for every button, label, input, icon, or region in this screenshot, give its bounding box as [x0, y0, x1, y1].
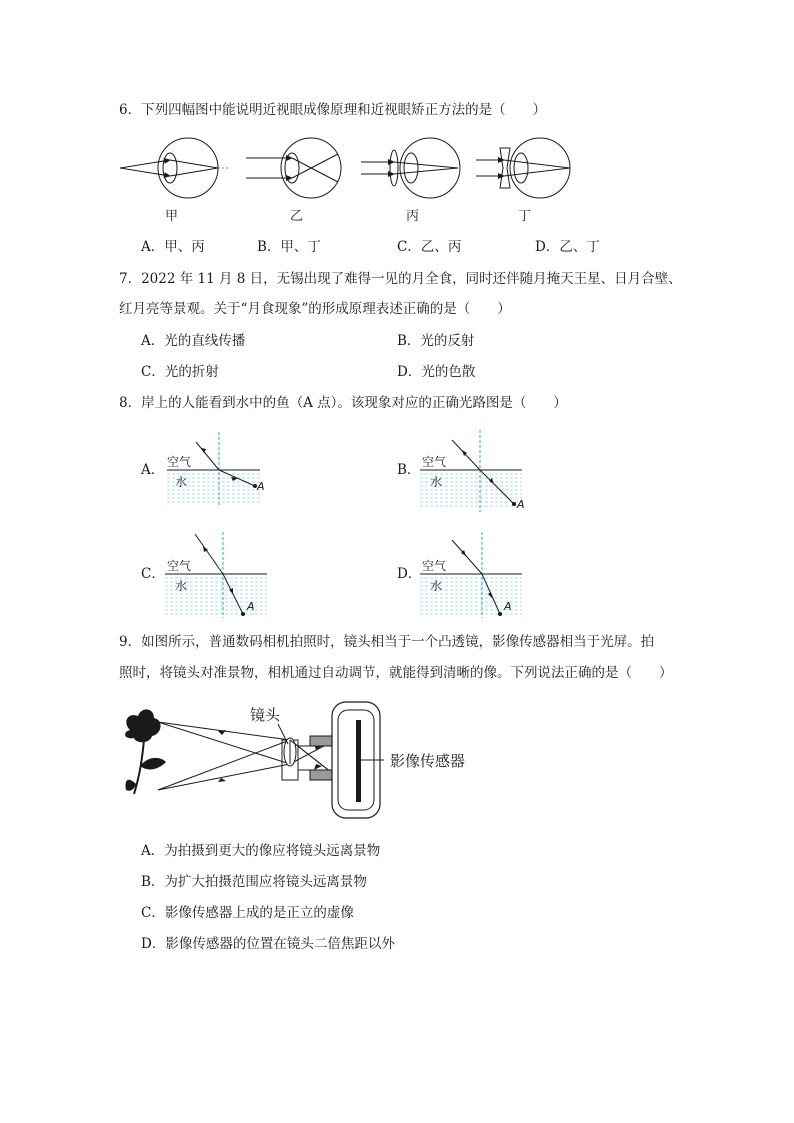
q8-a-point-label: A — [257, 480, 265, 493]
q8-d-point-label: A — [504, 600, 512, 613]
q7-stem-line2: 红月亮等景观。关于“月食现象”的形成原理表述正确的是（ ） — [119, 301, 511, 317]
q8-b-water-label: 水 — [430, 475, 443, 489]
q8-b-point-label: A — [517, 498, 525, 511]
q7-option-a[interactable]: A．光的直线传播 — [141, 333, 246, 349]
q8-stem: 8．岸上的人能看到水中的鱼（A 点）。该现象对应的正确光路图是（ ） — [119, 395, 567, 411]
q7-option-c[interactable]: C．光的折射 — [141, 364, 219, 380]
q8-option-c-letter[interactable]: C． — [141, 566, 165, 582]
q7-option-d[interactable]: D．光的色散 — [397, 364, 476, 380]
q8-diagram-d[interactable] — [418, 530, 526, 620]
q6-stem: 6．下列四幅图中能说明近视眼成像原理和近视眼矫正方法的是（ ） — [119, 102, 547, 118]
q9-stem-line1: 9．如图所示，普通数码相机拍照时，镜头相当于一个凸透镜，影像传感器相当于光屏。拍 — [119, 634, 655, 650]
q8-d-air-label: 空气 — [422, 559, 447, 573]
q8-d-water-label: 水 — [430, 579, 443, 593]
q6-label-bing: 丙 — [406, 209, 420, 224]
q8-b-air-label: 空气 — [422, 455, 447, 469]
q7-option-b[interactable]: B．光的反射 — [397, 333, 475, 349]
q8-option-b-letter[interactable]: B． — [397, 462, 421, 478]
q9-option-b[interactable]: B．为扩大拍摄范围应将镜头远离景物 — [141, 874, 367, 890]
q9-camera-diagram — [118, 700, 490, 822]
q8-diagram-a[interactable] — [163, 428, 263, 508]
q9-lens-label: 镜头 — [250, 706, 281, 724]
eye-diagram-bing — [361, 138, 460, 198]
q8-c-point-label: A — [247, 600, 255, 613]
q6-label-yi: 乙 — [290, 209, 304, 224]
q6-eye-diagrams — [118, 134, 588, 204]
q6-option-a[interactable]: A．甲、丙 — [141, 239, 205, 255]
q8-option-a-letter[interactable]: A． — [141, 462, 165, 478]
q6-option-d[interactable]: D．乙、丁 — [535, 239, 600, 255]
q8-a-water-label: 水 — [175, 475, 188, 489]
eye-diagram-jia — [120, 138, 230, 198]
q7-stem-line1: 7．2022 年 11 月 8 日，无锡出现了难得一见的月全食，同时还伴随月掩天王星、日月合壁、 — [119, 271, 682, 287]
q8-diagram-c[interactable] — [163, 530, 271, 620]
eye-diagram-yi — [246, 138, 341, 198]
q9-option-a[interactable]: A．为拍摄到更大的像应将镜头远离景物 — [141, 843, 381, 859]
q9-option-c[interactable]: C．影像传感器上成的是正立的虚像 — [141, 905, 354, 921]
q6-option-b[interactable]: B．甲、丁 — [257, 239, 321, 255]
q9-stem-line2: 照时，将镜头对准景物，相机通过自动调节，就能得到清晰的像。下列说法正确的是（ ） — [119, 665, 673, 681]
q6-label-ding: 丁 — [518, 209, 532, 224]
q9-sensor-label: 影像传感器 — [390, 752, 466, 770]
q8-c-water-label: 水 — [175, 579, 188, 593]
q9-option-d[interactable]: D．影像传感器的位置在镜头二倍焦距以外 — [141, 936, 395, 952]
q8-option-d-letter[interactable]: D． — [397, 566, 422, 582]
q8-c-air-label: 空气 — [167, 559, 192, 573]
q8-diagram-b[interactable] — [418, 428, 526, 514]
q6-label-jia: 甲 — [165, 209, 179, 224]
q8-a-air-label: 空气 — [167, 455, 192, 469]
q6-option-c[interactable]: C．乙、丙 — [397, 239, 462, 255]
eye-diagram-ding — [476, 138, 570, 198]
